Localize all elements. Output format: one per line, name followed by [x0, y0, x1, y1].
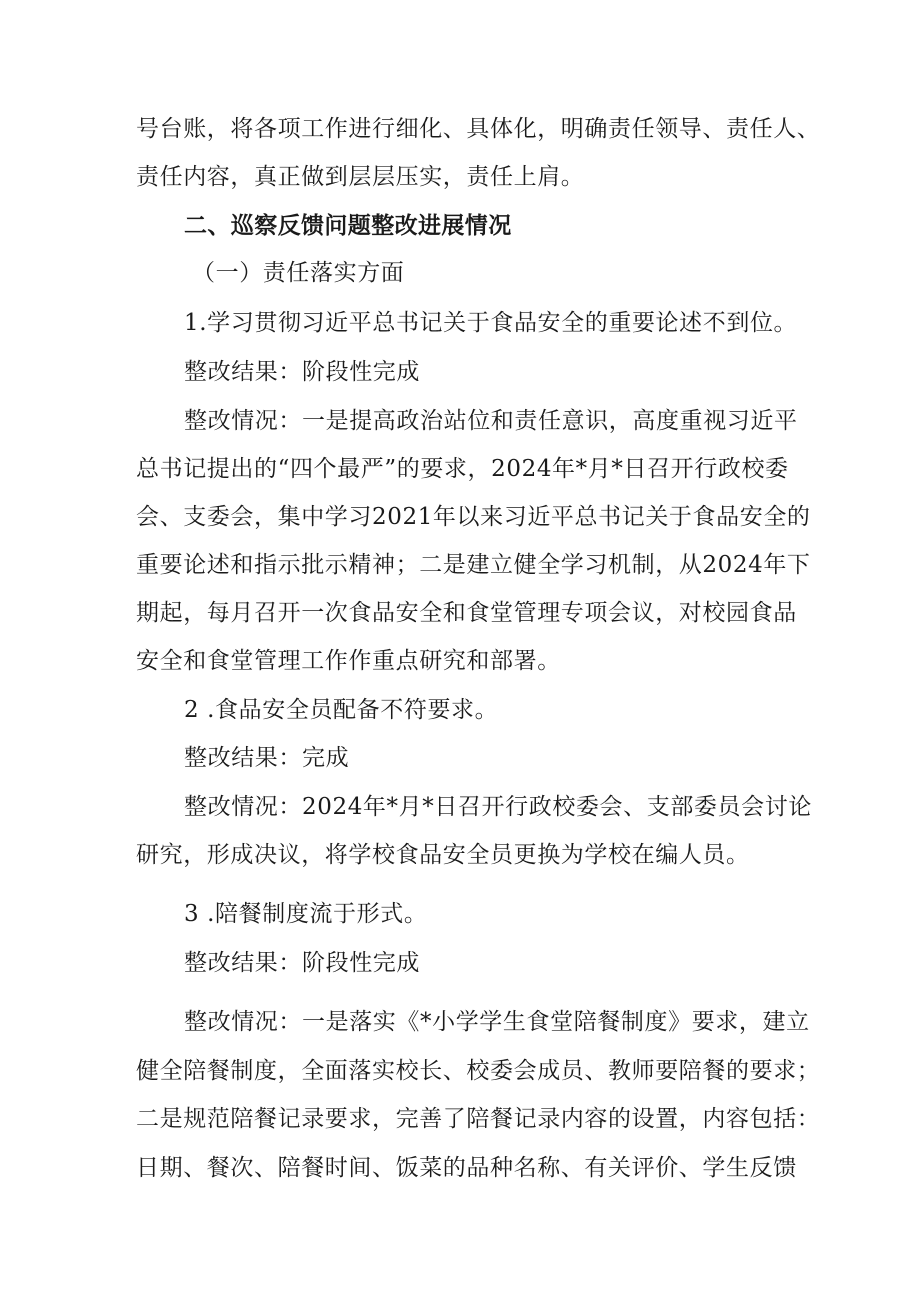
paragraph-line: 期起，每月召开一次食品安全和食堂管理专项会议，对校园食品: [136, 600, 797, 626]
result-line: 整改结果：阶段性完成: [184, 359, 420, 385]
section-heading: 二、巡察反馈问题整改进展情况: [184, 213, 512, 239]
paragraph-line: 健全陪餐制度，全面落实校长、校委会成员、教师要陪餐的要求；: [136, 1058, 821, 1084]
item-title: 2 .食品安全员配备不符要求。: [184, 697, 499, 723]
paragraph-line: 安全和食堂管理工作作重点研究和部署。: [136, 648, 561, 674]
subsection-heading: （一）责任落实方面: [192, 260, 405, 286]
result-line: 整改结果：完成: [184, 745, 350, 771]
result-line: 整改结果：阶段性完成: [184, 950, 420, 976]
paragraph-line: 总书记提出的“四个最严”的要求，2024年*月*日召开行政校委: [136, 456, 789, 482]
paragraph-line: 整改情况：2024年*月*日召开行政校委会、支部委员会讨论: [184, 794, 812, 820]
paragraph-line: 重要论述和指示批示精神；二是建立健全学习机制，从2024年下: [136, 552, 811, 578]
paragraph-line: 日期、餐次、陪餐时间、饭菜的品种名称、有关评价、学生反馈: [136, 1155, 797, 1181]
paragraph-line: 整改情况：一是提高政治站位和责任意识，高度重视习近平: [184, 408, 798, 434]
item-title: 1.学习贯彻习近平总书记关于食品安全的重要论述不到位。: [184, 310, 798, 336]
paragraph-line: 整改情况：一是落实《*小学学生食堂陪餐制度》要求，建立: [184, 1009, 810, 1035]
item-title: 3 .陪餐制度流于形式。: [184, 901, 428, 927]
paragraph-line: 号台账，将各项工作进行细化、具体化，明确责任领导、责任人、: [136, 116, 821, 142]
paragraph-line: 研究，形成决议，将学校食品安全员更换为学校在编人员。: [136, 842, 750, 868]
paragraph-line: 会、支委会，集中学习2021年以来习近平总书记关于食品安全的: [136, 504, 811, 530]
paragraph-line: 二是规范陪餐记录要求，完善了陪餐记录内容的设置，内容包括：: [136, 1106, 821, 1132]
paragraph-line: 责任内容，真正做到层层压实，责任上肩。: [136, 164, 585, 190]
